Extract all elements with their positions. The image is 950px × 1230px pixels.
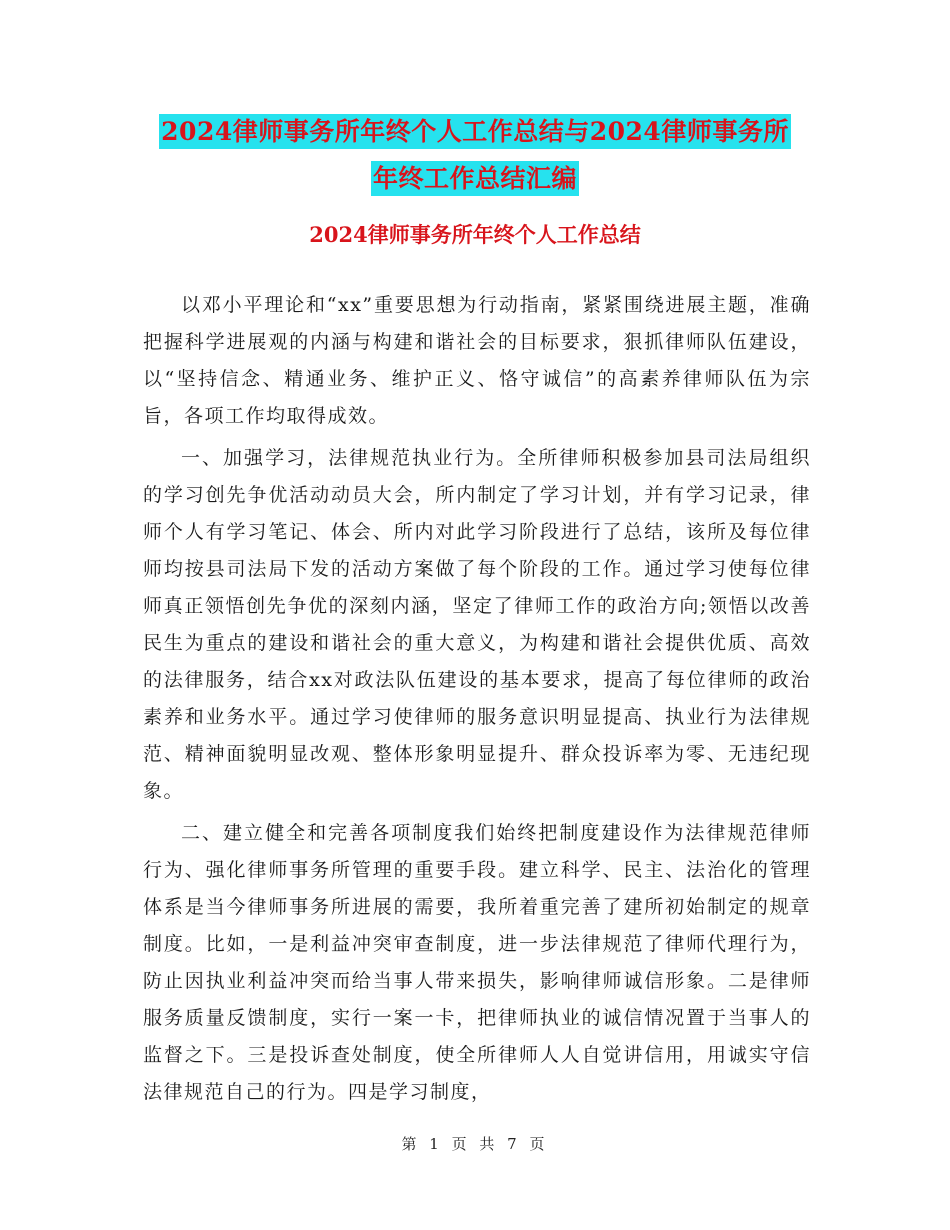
paragraph-study: 一、加强学习，法律规范执业行为。全所律师积极参加县司法局组织的学习创先争优活动动员大会，所内制定了学习计划，并有学习记录，律师个人有学习笔记、体会、所内对此学习阶段进行了总结，该所及每位律师均按县司法局下发的活动方案做了每个阶段的工作。通过学习使每位律师真正领悟创先争优的深刻内涵，坚定了律师工作的政治方向;领悟以改善民生为重点的建设和谐社会的重大意义，为构建和谐社会提供优质、高效的法律服务，结合xx对政法队伍建设的基本要求，提高了每位律师的政治素养和业务水平。通过学习使律师的服务意识明显提高、执业行为法律规范、精神面貌明显改观、整体形象明显提升、群众投诉率为零、无违纪现象。	[143, 447, 811, 802]
section-title: 2024律师事务所年终个人工作总结	[309, 222, 641, 247]
page-number-footer: 第 1 页 共 7 页	[401, 1135, 549, 1153]
document-title	[0, 108, 950, 202]
document-title-line-2: 年终工作总结汇编	[371, 161, 579, 196]
document-title-line-1: 2024律师事务所年终个人工作总结与2024律师事务所	[159, 114, 791, 149]
paragraph-systems: 二、建立健全和完善各项制度我们始终把制度建设作为法律规范律师行为、强化律师事务所管理的重要手段。建立科学、民主、法治化的管理体系是当今律师事务所进展的需要，我所着重完善了建所初始制定的规章制度。比如，一是利益冲突审查制度，进一步法律规范了律师代理行为，防止因执业利益冲突而给当事人带来损失，影响律师诚信形象。二是律师服务质量反馈制度，实行一案一卡，把律师执业的诚信情况置于当事人的监督之下。三是投诉查处制度，使全所律师人人自觉讲信用，用诚实守信法律规范自己的行为。四是学习制度，	[143, 822, 811, 1103]
document-body	[143, 287, 811, 1116]
paragraph-intro: 以邓小平理论和“xx”重要思想为行动指南，紧紧围绕进展主题，准确把握科学进展观的内涵与构建和谐社会的目标要求，狠抓律师队伍建设，以“坚持信念、精通业务、维护正义、恪守诚信”的高素养律师队伍为宗旨，各项工作均取得成效。	[143, 294, 811, 427]
